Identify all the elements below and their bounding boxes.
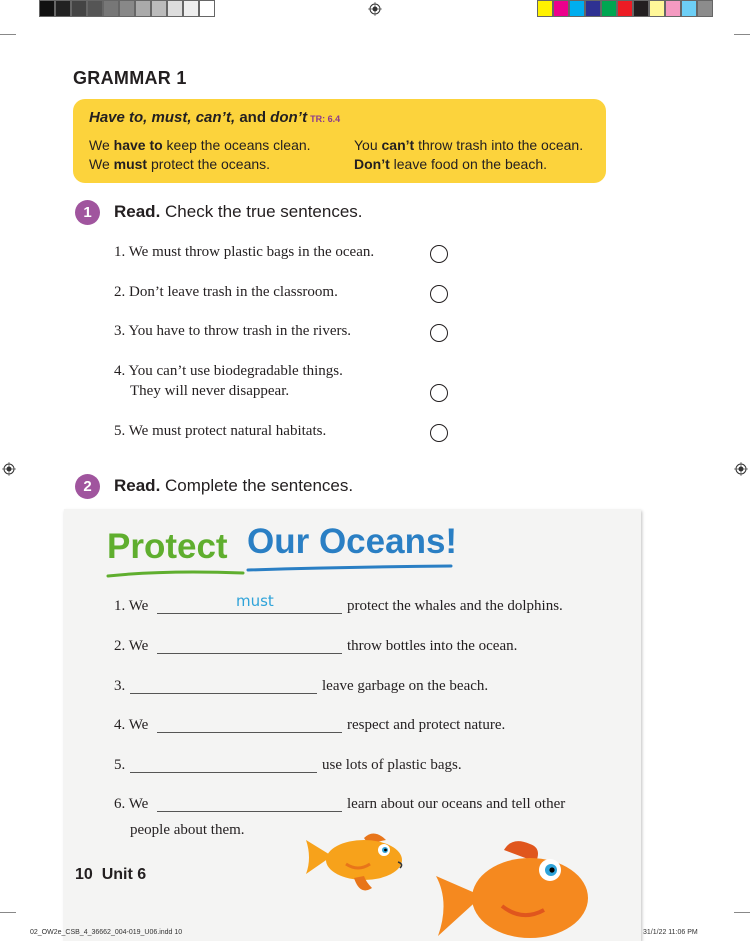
page-number: 10: [75, 866, 93, 883]
item-continued: people about them.: [130, 822, 245, 838]
answer-line[interactable]: [157, 811, 342, 812]
item-pre: 3.: [114, 678, 126, 694]
registration-mark-icon: [2, 462, 16, 476]
sentence-continued: They will never disappear.: [130, 383, 290, 399]
sentence: 3. You have to throw trash in the rivers.: [114, 323, 352, 339]
item-pre: 5.: [114, 757, 126, 773]
sentence: 2. Don’t leave trash in the classroom.: [114, 284, 338, 300]
page-footer: [75, 866, 146, 884]
sentence: 1. We must throw plastic bags in the ocean.: [114, 244, 375, 260]
sentence: 4. You can’t use biodegradable things.: [114, 363, 343, 379]
item-post: protect the whales and the dolphins.: [347, 598, 563, 614]
check-circle[interactable]: [430, 285, 448, 303]
check-circle[interactable]: [430, 324, 448, 342]
file-slug: 02_OW2e_CSB_4_36662_004-019_U06.indd 10: [30, 929, 183, 936]
registration-mark-icon: [734, 462, 748, 476]
activity-number-badge: 1: [75, 200, 100, 225]
examples-left: [89, 136, 311, 174]
check-circle[interactable]: [430, 384, 448, 402]
example-sentence: Don’t leave food on the beach.: [354, 156, 547, 172]
item-post: use lots of plastic bags.: [322, 757, 462, 773]
item-pre: 6. We: [114, 796, 149, 812]
section-title: GRAMMAR 1: [73, 68, 187, 88]
crop-mark: [734, 34, 750, 35]
crop-mark: [0, 912, 16, 913]
item-pre: 2. We: [114, 638, 149, 654]
item-pre: 4. We: [114, 717, 149, 733]
item-post: leave garbage on the beach.: [322, 678, 489, 694]
answer-line[interactable]: [130, 772, 317, 773]
sentence: 5. We must protect natural habitats.: [114, 423, 327, 439]
grayscale-bar: [39, 0, 215, 17]
track-label: TR: 6.4: [310, 114, 341, 124]
answer-line[interactable]: [157, 613, 342, 614]
answer-line[interactable]: [157, 653, 342, 654]
item-pre: 1. We: [114, 598, 149, 614]
item-post: throw bottles into the ocean.: [347, 638, 518, 654]
registration-mark-icon: [368, 2, 382, 16]
activity-instruction: Read. Check the true sentences.: [114, 202, 363, 221]
examples-right: [354, 136, 583, 174]
example-sentence: We have to keep the oceans clean.: [89, 137, 311, 153]
date-slug: 31/1/22 11:06 PM: [643, 929, 698, 936]
check-circle[interactable]: [430, 424, 448, 442]
crop-mark: [0, 34, 16, 35]
small-fish-icon: [302, 828, 412, 908]
example-sentence: You can’t throw trash into the ocean.: [354, 137, 584, 153]
activity-instruction: Read. Complete the sentences.: [114, 476, 354, 495]
item-post: learn about our oceans and tell other: [347, 796, 566, 812]
title-underline: [105, 564, 465, 582]
poster-title-oceans: Our Oceans!: [247, 522, 458, 561]
answer-line[interactable]: [130, 693, 317, 694]
poster-title-protect: Protect: [107, 527, 228, 566]
check-circle[interactable]: [430, 245, 448, 263]
answer-line[interactable]: [157, 732, 342, 733]
unit-label: Unit 6: [101, 866, 147, 883]
grammar-box-title: Have to, must, can’t, and don’t TR: 6.4: [89, 109, 341, 126]
grammar-box: [73, 99, 606, 183]
color-bar: [537, 0, 713, 17]
example-answer: must: [236, 592, 274, 610]
crop-mark: [734, 912, 750, 913]
item-post: respect and protect nature.: [347, 717, 506, 733]
activity-number-badge: 2: [75, 474, 100, 499]
example-sentence: We must protect the oceans.: [89, 156, 271, 172]
large-fish-icon: [432, 836, 592, 941]
